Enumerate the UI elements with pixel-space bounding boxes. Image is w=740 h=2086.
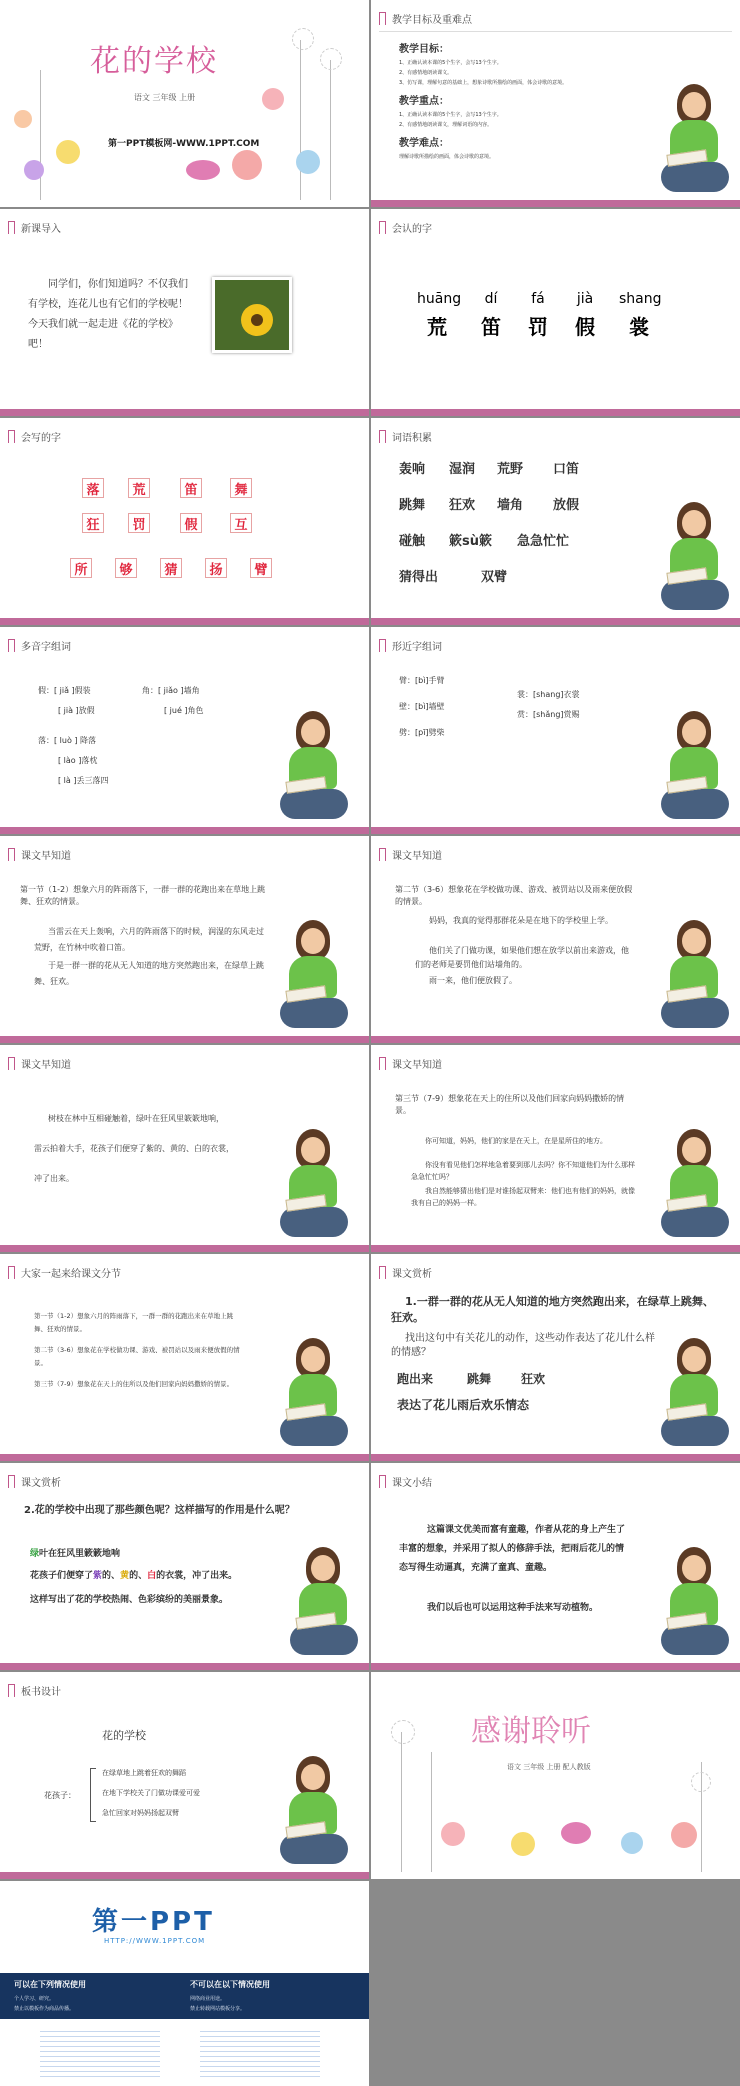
vocab-word: 双臂 <box>481 570 508 585</box>
girl-reading-image <box>280 920 348 1034</box>
polyphone-line: 角：[ jiǎo ]墙角 <box>142 686 200 695</box>
slide-header: 课文赏析 <box>379 1265 432 1279</box>
char-box: 互 <box>230 513 252 533</box>
similar-char-line: 壁：[bì]墙壁 <box>399 702 445 711</box>
ppt-logo: 第一PPT <box>92 1907 215 1937</box>
slide-header: 课文早知道 <box>379 847 442 861</box>
flower-icon <box>691 1772 711 1792</box>
slide-appreciation-1[interactable] <box>371 1254 740 1461</box>
paragraph: 雷云拍着大手，花孩子们便穿了紫的、黄的、白的衣裳， <box>34 1144 234 1153</box>
slide-header: 课文早知道 <box>8 847 71 861</box>
similar-char-line: 臂：[bì]手臂 <box>399 676 445 685</box>
paragraph: 当雷云在天上轰响，六月的阵雨落下的时候，润湿的东风走过荒野，在竹林中吹着口笛。 <box>34 927 264 952</box>
pinyin: fá <box>531 291 545 307</box>
flower-icon <box>186 160 220 180</box>
bookmark-icon <box>379 1475 386 1488</box>
goal-3: 3、仿写课，理解句意的基础上，想象诗歌所描绘的画面，体会诗歌的意境。 <box>399 80 568 86</box>
flower-icon <box>232 150 262 180</box>
license-note: 禁止转载网站模板分享。 <box>190 2006 246 2012</box>
paragraph: 妈妈，我真的觉得那群花朵是在地下的学校里上学。 <box>429 916 613 925</box>
license-note: 个人学习、研究。 <box>14 1996 55 2002</box>
slide-header: 板书设计 <box>8 1683 61 1697</box>
slide-write-chars[interactable] <box>0 418 369 625</box>
slide-header: 词语积累 <box>379 429 432 443</box>
vocab-word: 碰触 <box>399 534 426 549</box>
polyphone-line: 假：[ jiǎ ]假装 <box>38 686 91 695</box>
link-list-right <box>200 2027 320 2079</box>
slide-sections[interactable] <box>0 1254 369 1461</box>
slide-header: 新课导入 <box>8 220 61 234</box>
vocab-word: 跳舞 <box>399 498 426 513</box>
vocab-word: 狂欢 <box>449 498 476 513</box>
girl-reading-image <box>661 502 729 616</box>
section-summary: 第三节（7-9）想象花在天上的住所以及他们回家向妈妈撒娇的情景。 <box>395 1094 625 1115</box>
summary-paragraph: 这篇课文优美而富有童趣，作者从花的身上产生了丰富的想象，并采用了拟人的修辞手法，把雨后花儿的情态写得生动逼真，充满了童真、童趣。 <box>399 1525 626 1573</box>
vocab-word: 轰响 <box>399 462 426 477</box>
flower-icon <box>561 1822 591 1844</box>
intro-text: 同学们，你们知道吗？不仅我们有学校，连花儿也有它们的学校呢！今天我们就一起走进《花的学校》吧！ <box>28 279 188 350</box>
license-allowed-title: 可以在下列情况使用 <box>14 1980 86 1989</box>
section-line: 第三节（7-9）想象花在天上的住所以及他们回家向妈妈撒娇的情景。 <box>34 1380 234 1388</box>
flower-icon <box>296 150 320 174</box>
slide-cover[interactable] <box>0 0 369 207</box>
question: 2.花的学校中出现了那些颜色呢？这样描写的作用是什么呢？ <box>24 1505 295 1516</box>
sunflower-photo <box>212 277 292 353</box>
cover-title: 花的学校 <box>90 44 218 79</box>
pinyin: shang <box>619 291 662 307</box>
vocab-word: 湿润 <box>449 462 476 477</box>
slide-header: 课文赏析 <box>8 1474 61 1488</box>
flower-icon <box>14 110 32 128</box>
section-line: 第二节（3-6）想象花在学校做功课、游戏、被罚站以及雨来便放假的情景。 <box>34 1346 240 1367</box>
slide-polyphones[interactable] <box>0 627 369 834</box>
char: 罚 <box>528 315 548 339</box>
paragraph: 于是一群一群的花从无人知道的地方突然跑出来，在绿草上跳舞、狂欢。 <box>34 961 264 986</box>
paragraph: 雨一来，他们便放假了。 <box>429 976 517 985</box>
goal-1: 1、正确认读本课的5个生字，会写13个生字。 <box>399 60 502 66</box>
license-forbidden-title: 不可以在以下情况使用 <box>190 1980 270 1989</box>
key-title: 教学重点： <box>399 96 449 107</box>
brace <box>90 1768 96 1822</box>
paragraph: 冲了出来。 <box>34 1174 74 1183</box>
bookmark-icon <box>379 12 386 25</box>
flower-icon <box>24 160 44 180</box>
board-label: 花孩子： <box>44 1791 76 1800</box>
bookmark-icon <box>8 1475 15 1488</box>
question: 找出这句中有关花儿的动作，这些动作表达了花儿什么样的情感？ <box>391 1333 655 1358</box>
diff-title: 教学难点： <box>399 138 449 149</box>
license-note: 禁止以模板作为商品传播。 <box>14 2006 75 2012</box>
slide-similar-chars[interactable] <box>371 627 740 834</box>
paragraph: 树枝在林中互相碰触着，绿叶在狂风里簌簌地响， <box>48 1114 224 1123</box>
slide-text-part1[interactable] <box>0 836 369 1043</box>
pinyin: dí <box>484 291 498 307</box>
similar-char-line: 赏：[shǎng]赏赐 <box>517 710 580 719</box>
char-box: 所 <box>70 558 92 578</box>
char: 裳 <box>629 315 649 339</box>
slide-header: 课文早知道 <box>8 1056 71 1070</box>
cover-site: 第一PPT模板网-WWW.1PPT.COM <box>108 139 260 149</box>
flower-icon <box>292 28 314 50</box>
slide-header: 会认的字 <box>379 220 432 234</box>
girl-reading-image <box>661 711 729 825</box>
key-2: 2、有感情地朗读课文，理解词语的内容。 <box>399 122 493 128</box>
ppt-url: HTTP://WWW.1PPT.COM <box>104 1937 206 1945</box>
vocab-word: 放假 <box>553 498 580 513</box>
char-box: 够 <box>115 558 137 578</box>
girl-reading-image <box>280 711 348 825</box>
thanks-subtitle: 语文 三年级 上册 配人教版 <box>507 1763 591 1771</box>
link-list-left <box>40 2027 160 2079</box>
flower-icon <box>56 140 80 164</box>
slide-header: 形近字组词 <box>379 638 442 652</box>
char: 笛 <box>481 315 501 339</box>
vocab-word: 口笛 <box>553 462 580 477</box>
board-line: 在地下学校关了门做功课爱可爱 <box>102 1789 200 1797</box>
slide-thanks[interactable] <box>371 1672 740 1879</box>
bookmark-icon <box>379 430 386 443</box>
girl-reading-image <box>280 1129 348 1243</box>
girl-reading-image <box>661 84 729 198</box>
bookmark-icon <box>379 639 386 652</box>
flower-icon <box>511 1832 535 1856</box>
similar-char-line: 劈：[pī]劈柴 <box>399 728 445 737</box>
slide-intro[interactable] <box>0 209 369 416</box>
slide-recognize-chars[interactable] <box>371 209 740 416</box>
char-box: 笛 <box>180 478 202 498</box>
bookmark-icon <box>8 639 15 652</box>
thanks-title: 感谢聆听 <box>471 1714 591 1749</box>
color-line-1: 绿叶在狂风里簌簌地响 <box>30 1549 121 1559</box>
char-box: 罚 <box>128 513 150 533</box>
flower-icon <box>671 1822 697 1848</box>
section-summary: 第二节（3-6）想象花在学校做功课、游戏、被罚站以及雨来便放假的情景。 <box>395 885 633 906</box>
flower-icon <box>441 1822 465 1846</box>
conclusion: 这样写出了花的学校热闹、色彩缤纷的美丽景象。 <box>30 1595 229 1605</box>
bookmark-icon <box>8 1266 15 1279</box>
slide-license[interactable] <box>0 1881 369 2086</box>
bookmark-icon <box>8 430 15 443</box>
char-box: 荒 <box>128 478 150 498</box>
char-box: 臂 <box>250 558 272 578</box>
paragraph: 他们关了门做功课，如果他们想在放学以前出来游戏，他们的老师是要罚他们站墙角的。 <box>415 946 629 969</box>
slide-objectives[interactable] <box>371 0 740 207</box>
board-title: 花的学校 <box>102 1729 146 1742</box>
slide-appreciation-2[interactable] <box>0 1463 369 1670</box>
char-box: 猜 <box>160 558 182 578</box>
paragraph: 我自然能够猜出他们是对谁扬起双臂来：他们也有他们的妈妈，就像我有自己的妈妈一样。 <box>411 1187 635 1207</box>
char-box: 假 <box>180 513 202 533</box>
diff-1: 理解诗歌所描绘的画面，体会诗歌的意境。 <box>399 154 495 160</box>
slide-header: 课文早知道 <box>379 1056 442 1070</box>
flower-icon <box>391 1720 415 1744</box>
polyphone-line: 落：[ luò ] 降落 <box>38 736 97 745</box>
slide-header: 会写的字 <box>8 429 61 443</box>
vocab-word: 急急忙忙 <box>517 534 570 549</box>
girl-reading-image <box>290 1547 358 1661</box>
license-band <box>0 1973 369 2019</box>
vocab-word: 簌sù簌 <box>449 534 492 549</box>
bookmark-icon <box>8 848 15 861</box>
answer-word: 狂欢 <box>521 1372 546 1386</box>
girl-reading-image <box>661 1338 729 1452</box>
section-summary: 第一节（1-2）想象六月的阵雨落下，一群一群的花跑出来在草地上跳舞、狂欢的情景。 <box>20 885 266 906</box>
flower-icon <box>262 88 284 110</box>
flower-icon <box>621 1832 643 1854</box>
answer-word: 跳舞 <box>467 1372 492 1386</box>
girl-reading-image <box>661 920 729 1034</box>
char-box: 舞 <box>230 478 252 498</box>
char: 荒 <box>427 315 447 339</box>
char-box: 狂 <box>82 513 104 533</box>
girl-reading-image <box>280 1756 348 1870</box>
bookmark-icon <box>8 1684 15 1697</box>
polyphone-line: [ lào ]落枕 <box>58 756 98 765</box>
answer-summary: 表达了花儿雨后欢乐情态 <box>397 1398 530 1412</box>
bookmark-icon <box>8 221 15 234</box>
girl-reading-image <box>280 1338 348 1452</box>
paragraph: 你可知道，妈妈，他们的家是在天上，在是星所住的地方。 <box>425 1137 607 1145</box>
section-line: 第一节（1-2）想象六月的阵雨落下，一群一群的花跑出来在草地上跳舞、狂欢的情景。 <box>34 1312 234 1333</box>
slide-header: 课文小结 <box>379 1474 432 1488</box>
slide-header: 多音字组词 <box>8 638 71 652</box>
license-note: 网络商业用途。 <box>190 1996 226 2002</box>
similar-char-line: 裳：[shang]衣裳 <box>517 690 580 699</box>
polyphone-line: [ là ]丢三落四 <box>58 776 109 785</box>
goal-2: 2、有感情地朗读课文。 <box>399 70 453 76</box>
polyphone-line: [ jià ]放假 <box>58 706 95 715</box>
slide-board-design[interactable] <box>0 1672 369 1879</box>
summary-paragraph: 我们以后也可以运用这种手法来写动植物。 <box>427 1603 599 1613</box>
slide-text-part3[interactable] <box>0 1045 369 1252</box>
bookmark-icon <box>8 1057 15 1070</box>
bookmark-icon <box>379 221 386 234</box>
key-1: 1、正确认读本课的5个生字，会写13个生字。 <box>399 112 502 118</box>
polyphone-line: [ jué ]角色 <box>164 706 204 715</box>
slide-vocab[interactable] <box>371 418 740 625</box>
slide-text-part2[interactable] <box>371 836 740 1043</box>
bookmark-icon <box>379 1266 386 1279</box>
char: 假 <box>575 315 595 339</box>
vocab-word: 猜得出 <box>399 570 439 585</box>
pinyin-row <box>417 291 717 307</box>
bookmark-icon <box>379 848 386 861</box>
pinyin: jià <box>576 291 594 307</box>
paragraph: 你没有看见他们怎样地急着要到那儿去吗？你不知道他们为什么那样急急忙忙吗？ <box>411 1161 635 1181</box>
slide-text-part4[interactable] <box>371 1045 740 1252</box>
girl-reading-image <box>661 1547 729 1661</box>
slide-header: 教学目标及重难点 <box>379 11 472 25</box>
question: 1.一群一群的花从无人知道的地方突然跑出来，在绿草上跳舞、狂欢。 <box>391 1295 714 1324</box>
vocab-word: 荒野 <box>497 462 524 477</box>
char-row <box>417 311 717 340</box>
char-box: 扬 <box>205 558 227 578</box>
flower-icon <box>320 48 342 70</box>
char-box: 落 <box>82 478 104 498</box>
bookmark-icon <box>379 1057 386 1070</box>
board-line: 急忙回家对妈妈扬起双臂 <box>102 1809 179 1817</box>
girl-reading-image <box>661 1129 729 1243</box>
vocab-word: 墙角 <box>497 498 524 513</box>
answer-word: 跑出来 <box>397 1372 434 1386</box>
slide-summary[interactable] <box>371 1463 740 1670</box>
slide-header: 大家一起来给课文分节 <box>8 1265 121 1279</box>
goal-title: 教学目标： <box>399 44 449 55</box>
pinyin: huāng <box>417 291 462 307</box>
cover-subtitle: 语文 三年级 上册 <box>134 93 196 102</box>
color-line-2: 花孩子们便穿了紫的、黄的、白的衣裳，冲了出来。 <box>30 1571 238 1581</box>
board-line: 在绿草地上跳着狂欢的舞蹈 <box>102 1769 186 1777</box>
